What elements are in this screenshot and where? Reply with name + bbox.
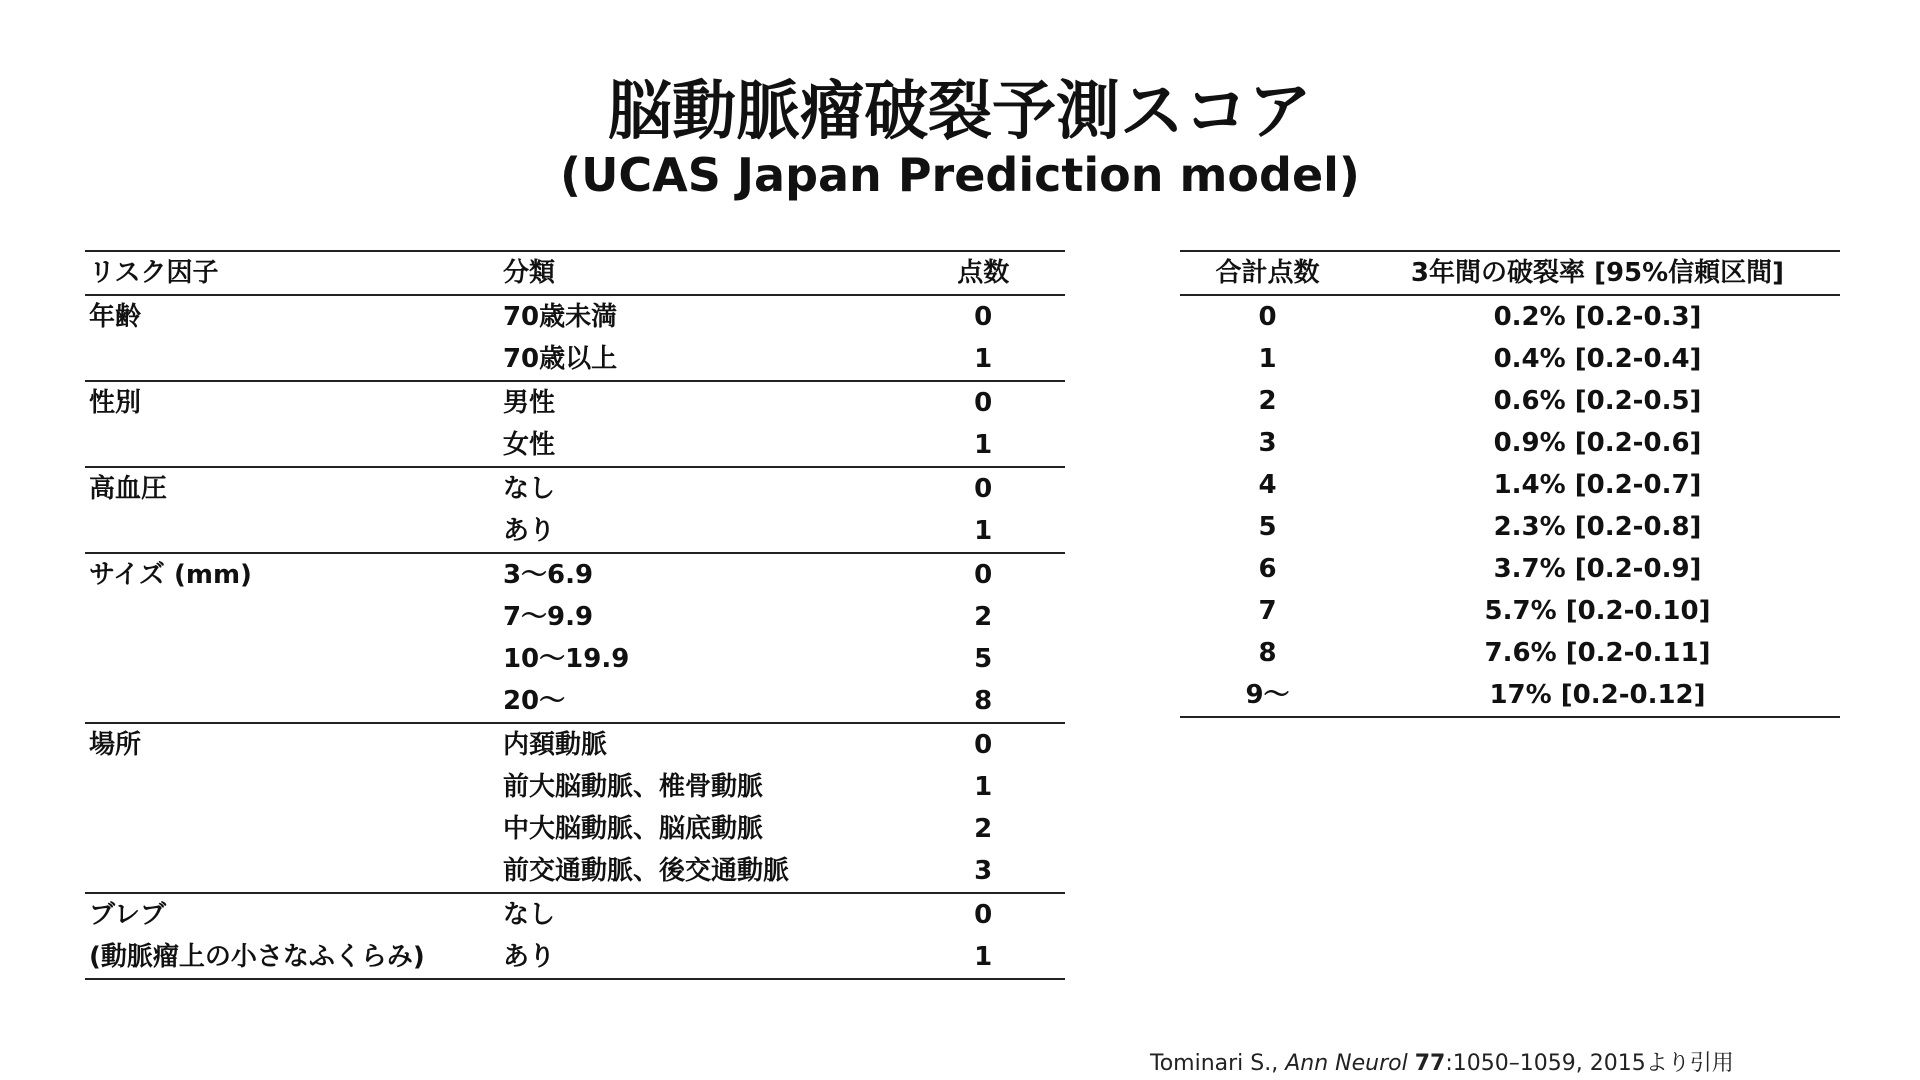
- risk-factor-cell: [85, 680, 503, 723]
- citation-journal: Ann Neurol: [1285, 1051, 1408, 1076]
- rupture-rate-cell: 7.6% [0.2-0.11]: [1484, 638, 1711, 668]
- category-cell: 前交通動脈、後交通動脈: [503, 850, 902, 893]
- risk-table-row: [85, 467, 1065, 510]
- category-cell: 女性: [503, 424, 902, 467]
- points-cell: 1: [901, 510, 1065, 553]
- risk-table-row: [85, 850, 1065, 893]
- points-cell: 8: [901, 680, 1065, 723]
- rupture-rate-cell: 0.2% [0.2-0.3]: [1493, 302, 1702, 332]
- category-cell: 20〜: [503, 680, 902, 723]
- category-cell: 男性: [502, 388, 555, 418]
- risk-factor-cell: [85, 766, 503, 808]
- rupture-rate-cell: 0.4% [0.2-0.4]: [1493, 344, 1702, 374]
- total-points-cell: 9〜: [1180, 674, 1355, 717]
- risk-table-row: [85, 553, 1065, 596]
- total-points-cell: 6: [1258, 554, 1277, 584]
- risk-table-row: [85, 936, 1065, 979]
- risk-factor-cell: [85, 596, 503, 638]
- category-cell: 中大脳動脈、脳底動脈: [502, 814, 763, 844]
- risk-table-row: [85, 338, 1065, 381]
- header-total-points: 合計点数: [1180, 251, 1355, 295]
- risk-table-row: [85, 295, 1065, 338]
- risk-factor-cell: 高血圧: [89, 474, 168, 504]
- rupture-rate-cell: 0.9% [0.2-0.6]: [1493, 428, 1702, 458]
- risk-table-header-row: [85, 251, 1065, 295]
- header-risk-factor: リスク因子: [85, 251, 503, 295]
- risk-table-row: [85, 893, 1065, 936]
- rupture-rate-cell: 5.7% [0.2-0.10]: [1484, 596, 1711, 626]
- risk-table-row: [85, 424, 1065, 467]
- risk-table-row: [85, 638, 1065, 680]
- risk-table-row: [85, 723, 1065, 766]
- category-cell: 3〜6.9: [502, 560, 594, 590]
- total-points-cell: 8: [1258, 638, 1277, 668]
- prob-table-row: [1180, 295, 1840, 338]
- risk-factor-table: [85, 250, 1065, 980]
- prob-table-row: [1180, 632, 1840, 674]
- prob-table-row: [1180, 506, 1840, 548]
- citation-author: Tominari S.,: [1150, 1051, 1286, 1076]
- header-points: 点数: [901, 251, 1065, 295]
- total-points-cell: 4: [1258, 470, 1277, 500]
- prob-table-row: [1180, 464, 1840, 506]
- points-cell: 1: [901, 338, 1065, 381]
- risk-table-row: [85, 680, 1065, 723]
- risk-factor-cell: 場所: [89, 730, 142, 760]
- prob-table-row: [1180, 590, 1840, 632]
- risk-factor-cell: [85, 424, 503, 467]
- risk-factor-cell: サイズ (mm): [89, 560, 252, 590]
- prob-table-row: [1180, 548, 1840, 590]
- category-cell: 10〜19.9: [502, 644, 630, 674]
- citation: [1150, 1050, 1734, 1078]
- risk-factor-cell: ブレブ: [89, 900, 166, 930]
- header-category: 分類: [503, 251, 902, 295]
- prob-table-row: [1180, 380, 1840, 422]
- points-cell: 1: [901, 424, 1065, 467]
- points-cell: 0: [974, 474, 993, 504]
- rupture-rate-cell: 2.3% [0.2-0.8]: [1493, 512, 1702, 542]
- risk-factor-cell: [85, 338, 503, 381]
- risk-table-body: [85, 295, 1065, 979]
- points-cell: 2: [974, 602, 993, 632]
- total-points-cell: 5: [1258, 512, 1277, 542]
- category-cell: なし: [502, 900, 555, 930]
- rupture-rate-cell: 17% [0.2-0.12]: [1355, 674, 1840, 717]
- total-points-cell: 0: [1258, 302, 1277, 332]
- risk-factor-cell: [85, 808, 503, 850]
- rupture-rate-cell: 3.7% [0.2-0.9]: [1493, 554, 1702, 584]
- page-subtitle: (UCAS Japan Prediction model): [560, 148, 1360, 202]
- risk-table-row: [85, 808, 1065, 850]
- risk-factor-cell: [85, 510, 503, 553]
- category-cell: あり: [503, 936, 902, 979]
- citation-volume: 77: [1414, 1051, 1446, 1076]
- category-cell: 70歳未満: [502, 302, 618, 332]
- rupture-rate-cell: 1.4% [0.2-0.7]: [1493, 470, 1702, 500]
- category-cell: 前大脳動脈、椎骨動脈: [502, 772, 763, 802]
- prob-table-header-row: [1180, 251, 1840, 295]
- points-cell: 1: [974, 772, 993, 802]
- rupture-rate-cell: 0.6% [0.2-0.5]: [1493, 386, 1702, 416]
- points-cell: 0: [974, 302, 993, 332]
- header-rupture-rate: 3年間の破裂率 [95%信頼区間]: [1355, 251, 1840, 295]
- total-points-cell: 2: [1258, 386, 1277, 416]
- category-cell: 内頚動脈: [502, 730, 607, 760]
- points-cell: 5: [974, 644, 993, 674]
- category-cell: 70歳以上: [503, 338, 902, 381]
- points-cell: 0: [974, 388, 993, 418]
- prob-table-row: [1180, 338, 1840, 380]
- citation-pages: :1050–1059, 2015より引用: [1445, 1051, 1734, 1076]
- points-cell: 3: [901, 850, 1065, 893]
- risk-factor-cell: [85, 638, 503, 680]
- risk-factor-cell: [85, 850, 503, 893]
- risk-table-row: [85, 381, 1065, 424]
- total-points-cell: 7: [1258, 596, 1277, 626]
- risk-factor-cell: 年齢: [89, 302, 142, 332]
- category-cell: なし: [502, 474, 555, 504]
- risk-factor-cell: 性別: [89, 388, 142, 418]
- points-cell: 0: [974, 730, 993, 760]
- points-cell: 0: [974, 900, 993, 930]
- prob-table-row: [1180, 422, 1840, 464]
- category-cell: 7〜9.9: [502, 602, 594, 632]
- points-cell: 1: [901, 936, 1065, 979]
- risk-table-row: [85, 510, 1065, 553]
- total-points-cell: 1: [1258, 344, 1277, 374]
- page-title: 脳動脈瘤破裂予測スコア: [608, 75, 1312, 149]
- category-cell: あり: [503, 510, 902, 553]
- rupture-probability-table: [1180, 250, 1840, 718]
- prob-table-body: [1180, 295, 1840, 717]
- points-cell: 2: [974, 814, 993, 844]
- total-points-cell: 3: [1258, 428, 1277, 458]
- points-cell: 0: [974, 560, 993, 590]
- risk-table-row: [85, 766, 1065, 808]
- prob-table-row: [1180, 674, 1840, 717]
- risk-table-row: [85, 596, 1065, 638]
- risk-factor-cell: (動脈瘤上の小さなふくらみ): [85, 936, 503, 979]
